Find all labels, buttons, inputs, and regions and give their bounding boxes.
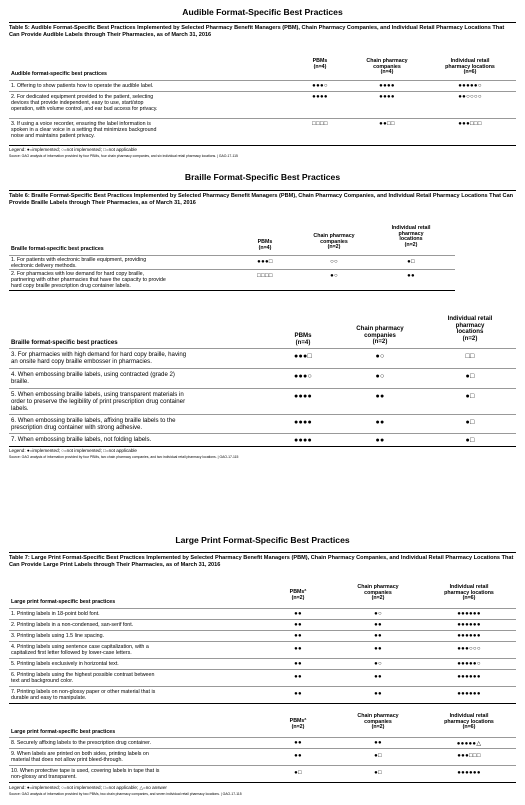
table-row: 9. When labels are printed on both sides, printing labels on material that does not allow print bleed-through. ●● ●□ ●●●□□□ [9,748,516,765]
legend: Legend: ●=implemented; ○=not implemented; □=not applicable; △=no answer [9,785,167,790]
table-row: 3. For pharmacies with high demand for hard copy braille, having an onsite hard copy braille embosser in pharmacies. ●●●□ ●○ □□ [9,348,516,368]
table-row: 6. Printing labels using the highest possible contrast between text and background color. ●● ●● ●●●●●● [9,669,516,686]
table-row: 7. When embossing braille labels, not folding labels. ●●●● ●● ●□ [9,433,516,446]
legend: Legend: ●=implemented; ○=not implemented; □=not applicable [9,448,137,453]
braille-col-chain: Chain pharmacy companies (n=2) [313,233,355,251]
large-print-section-title: Large Print Format-Specific Best Practices [175,535,350,545]
audible-col-chain: Chain pharmacy companies (n=4) [366,58,408,76]
table-row: 1. Offering to show patients how to operate the audible label. ●●●○ ●●●● ●●●●●○ [9,80,516,91]
braille-col-practice-2: Braille format-specific best practices [11,339,118,346]
table-row: 1. For patients with electronic braille equipment, providing electronic delivery methods. ●●●□ ○○ ●□ [9,255,455,269]
lp-col-pbm: PBMsª (n=2) [289,589,307,601]
table-row: 3. If using a voice recorder, ensuring the label information is spoken in a clear voice in a setting that minimizes background noise and maintains patient privacy. □□□□ ●●□□ ●●●□□□ [9,118,516,145]
table-row: 2. Printing labels in a non-condensed, san-serif font. ●● ●● ●●●●●● [9,619,516,630]
table-row: 5. Printing labels exclusively in horizontal text. ●● ●○ ●●●●●○ [9,658,516,669]
lp-col-practice-2: Large print format-specific best practices [11,729,116,735]
braille-col-indiv: Individual retail pharmacy locations (n=2) [391,225,431,249]
lp-col-indiv-2: Individual retail pharmacy locations (n=6) [444,713,494,731]
source-note: Source: GAO analysis of information provided by four PBMs, four chain pharmacy companies, and six individual retail pharmacy locations. | GAO-17-115 [9,154,238,158]
table-top-rule [9,22,516,23]
braille-col-pbm: PBMs (n=4) [257,239,273,251]
lp-col-pbm-2: PBMsª (n=2) [289,718,307,730]
table7-title: Table 7: Large Print Format-Specific Best Practices Implemented by Selected Pharmacy Benefit Managers (PBM), Chain Pharmacy Companies, and Individual Retail Pharmacy Locations That Can Provide Large Print Labels through Their Pharmacies, as of March 31, 2016 [9,555,514,568]
source-note: Source: GAO analysis of information provided by two PBMs, two chain pharmacy companies, and seven individual retail pharmacy locations. | GAO-17-115 [9,792,242,796]
lp-col-practice: Large print format-specific best practices [11,599,116,605]
audible-col-indiv: Individual retail pharmacy locations (n=6) [445,58,495,76]
table6-title: Table 6: Braille Format-Specific Best Practices Implemented by Selected Pharmacy Benefit Managers (PBM), Chain Pharmacy Companies, and Individual Retail Pharmacy Locations That Can Provide Braille Labels through Their Pharmacies, as of March 31, 2016 [9,193,514,206]
braille-section-title: Braille Format-Specific Best Practices [184,172,341,182]
braille-col-indiv-2: Individual retail pharmacy locations (n=2) [447,315,493,342]
table-row: 5. When embossing braille labels, using transparent materials in order to preserve the legibility of print prescription drug container labels. ●●●● ●● ●□ [9,388,516,414]
table-row: 8. Securely affixing labels to the prescription drug container. ●● ●● ●●●●●△ [9,737,516,748]
audible-section-title: Audible Format-Specific Best Practices [182,7,343,17]
table-row: 4. When embossing braille labels, using contracted (grade 2) braille. ●●●○ ●○ ●□ [9,368,516,388]
audible-col-pbm: PBMs (n=4) [312,58,328,70]
table-row: 2. For pharmacies with low demand for hard copy braille, partnering with other pharmacies that have the capacity to provide hard copy braille prescription drug container labels. □□□□ ●○ ●● [9,269,455,290]
braille-col-chain-2: Chain pharmacy companies (n=2) [356,325,404,346]
source-note: Source: GAO analysis of information provided by four PBMs, two chain pharmacy companies, and two individual retail pharmacy locations. | GAO-17-115 [9,455,239,459]
lp-col-chain: Chain pharmacy companies (n=2) [357,584,399,602]
table-row: 10. When protective tape is used, covering labels in tape that is non-glossy and transparent. ●□ ●□ ●●●●●● [9,765,516,782]
legend: Legend: ●=implemented; ○=not implemented; □=not applicable [9,147,137,152]
table-row: 7. Printing labels on non-glossy paper or other material that is durable and easy to manipulate. ●● ●● ●●●●●● [9,686,516,703]
lp-col-indiv: Individual retail pharmacy locations (n=6) [444,584,494,602]
audible-col-practice: Audible format-specific best practices [11,71,107,77]
table-row: 6. When embossing braille labels, affixing braille labels to the prescription drug container with strong adhesive. ●●●● ●● ●□ [9,414,516,433]
table-row: 2. For dedicated equipment provided to the patient, selecting devices that provide independent, easy to use, start/stop operation, with volume control, and ear bud access for privacy. ●●●● ●●●● ●●○○○○ [9,91,516,118]
table-row: 3. Printing labels using 1.5 line spacing. ●● ●● ●●●●●● [9,630,516,641]
braille-col-pbm-2: PBMs (n=4) [294,332,312,346]
braille-col-practice: Braille format-specific best practices [11,246,104,252]
lp-col-chain-2: Chain pharmacy companies (n=2) [357,713,399,731]
table-row: 1. Printing labels in 18-point bold font. ●● ●○ ●●●●●● [9,608,516,619]
table5-title: Table 5: Audible Format-Specific Best Practices Implemented by Selected Pharmacy Benefit Managers (PBM), Chain Pharmacy Companies, and Individual Retail Pharmacy Locations That Can Provide Audible Labels through Their Pharmacies, as of March 31, 2016 [9,25,505,38]
table-row: 4. Printing labels using sentence case capitalization, with a capitalized first letter followed by lower-case letters. ●● ●● ●●●○○○ [9,641,516,658]
